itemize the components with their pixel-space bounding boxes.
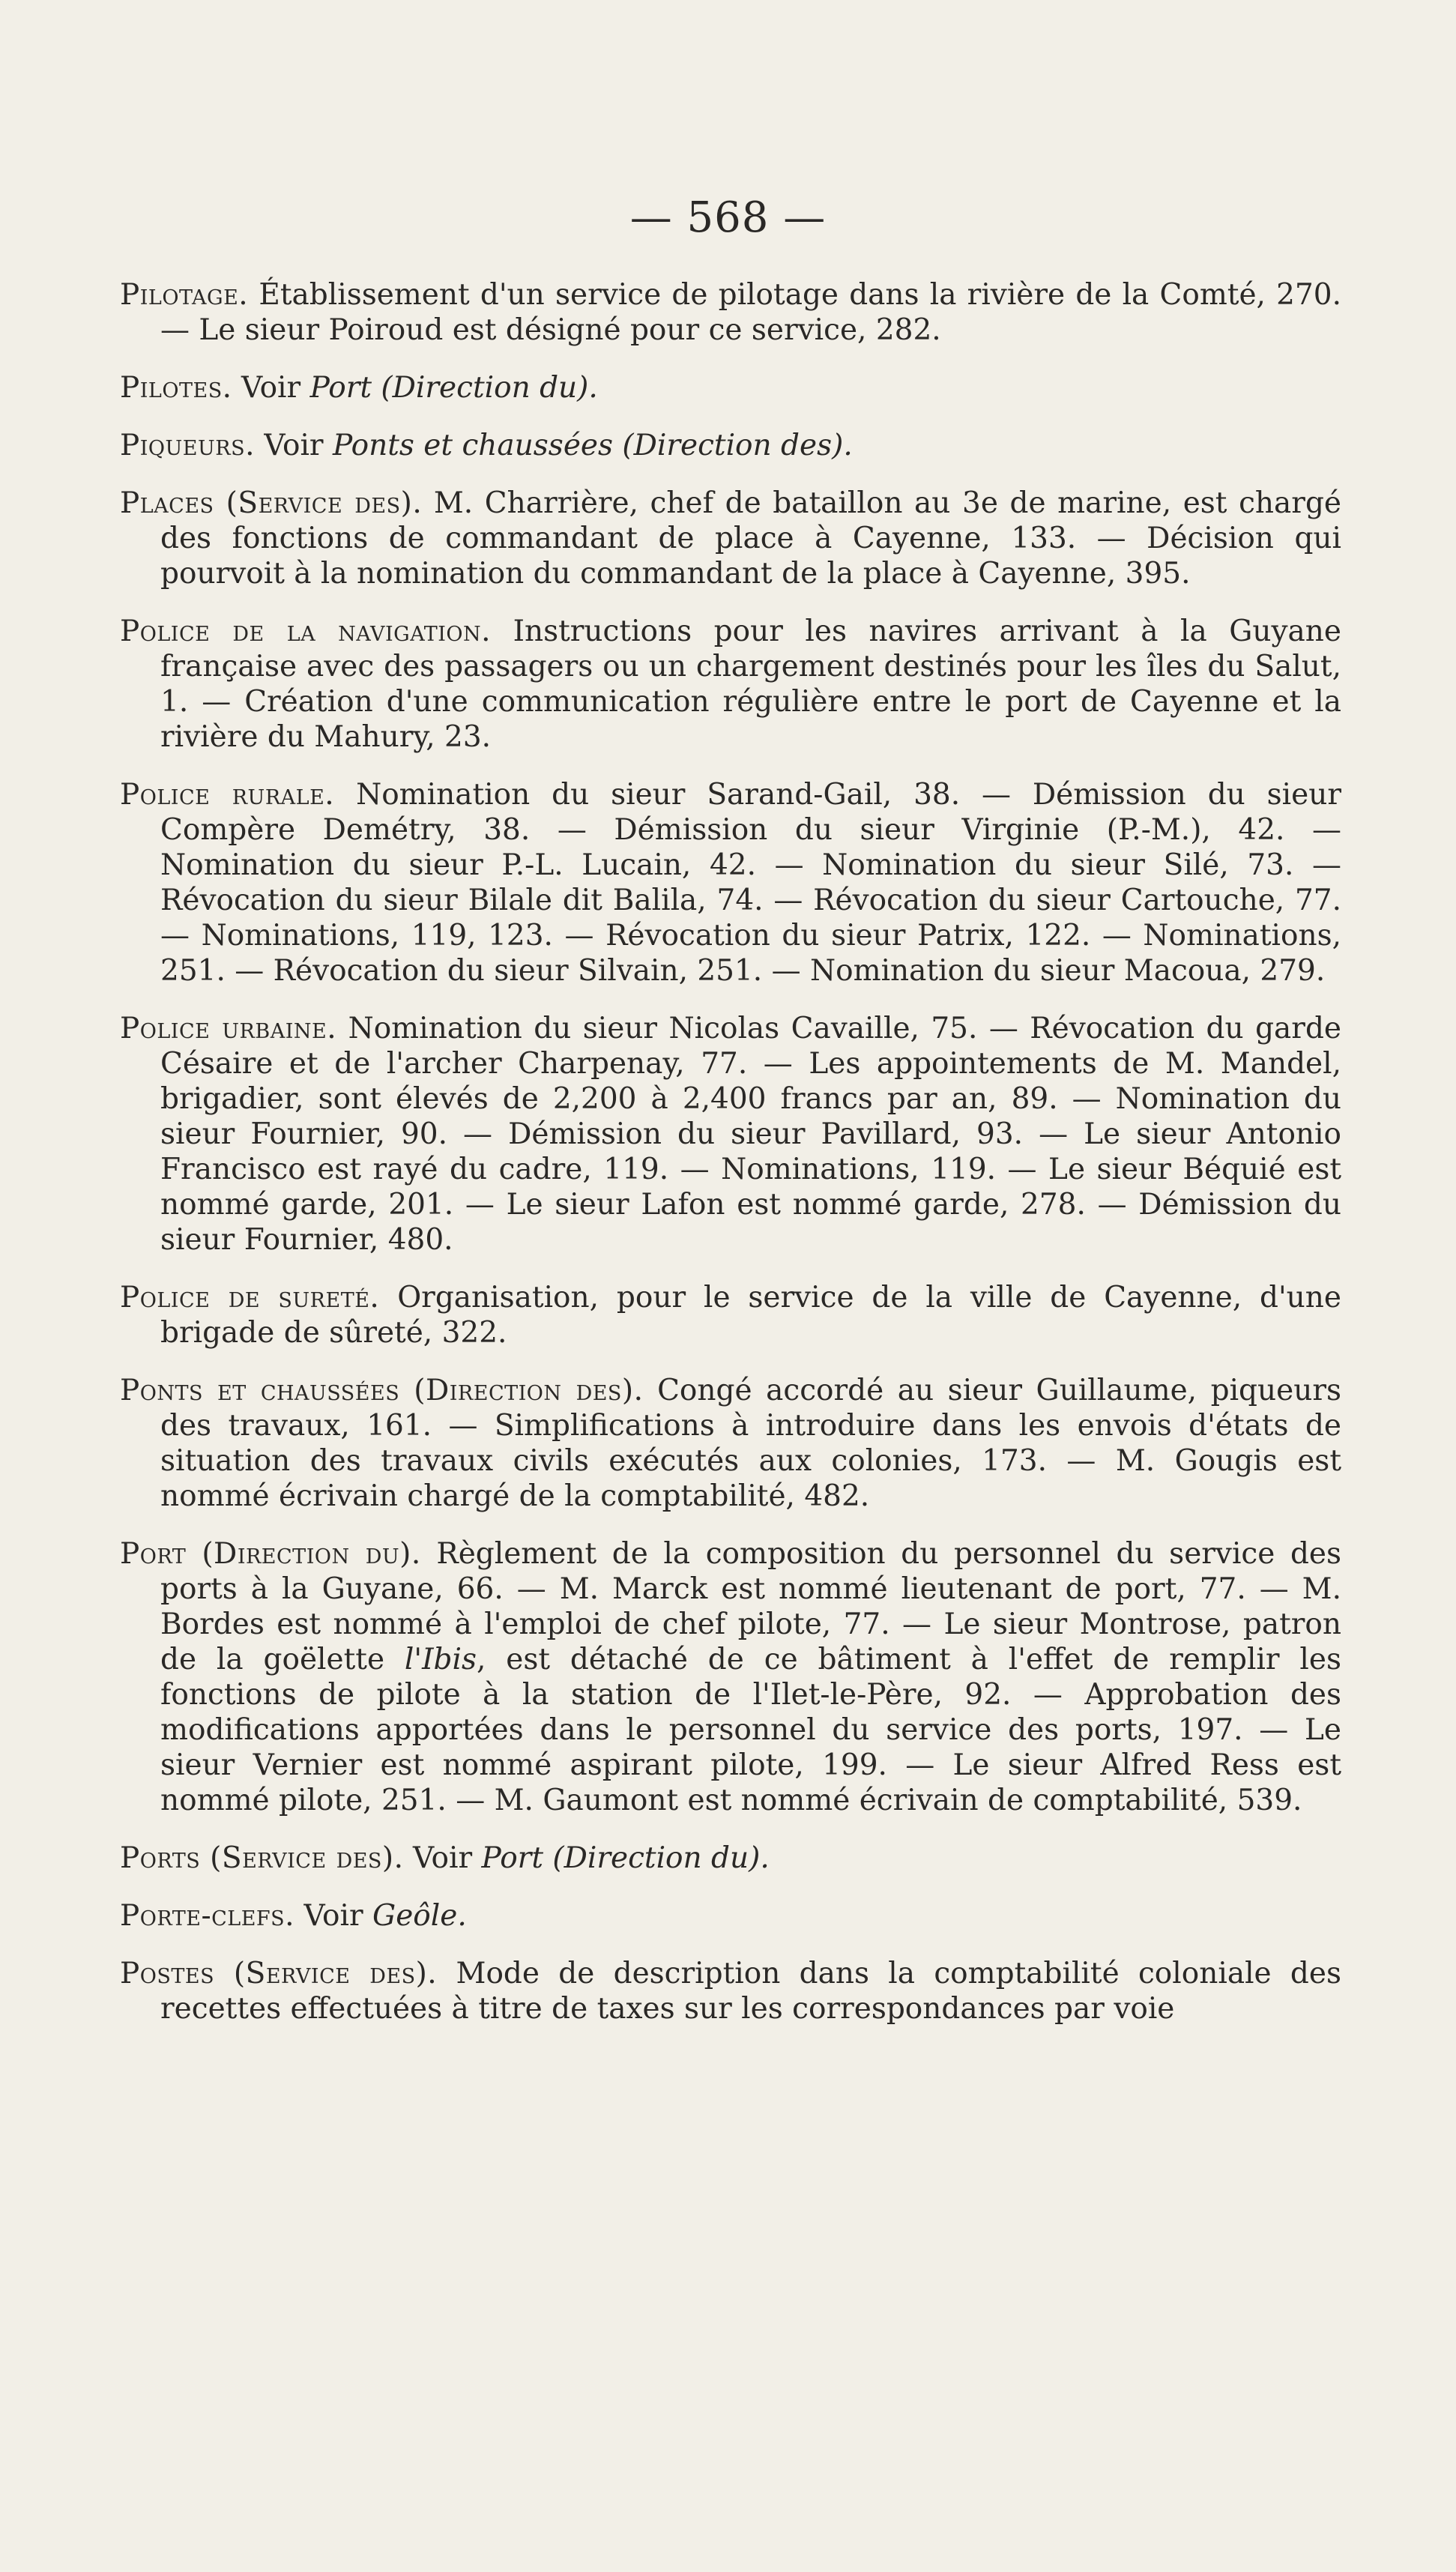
index-entry-police-rurale — [120, 777, 1341, 988]
entry-text: Nomination du sieur Nicolas Cavaille, 75. — Révocation du garde Césaire et de l'archer Charpenay, 77. — Les appointements de M. Mandel, brigadier, sont élevés de 2,200 à 2,400 francs par an, 89. — Nomination du sieur Fournier, 90. — Démission du sieur Pavillard, 93. — Le sieur Antonio Francisco est rayé du cadre, 119. — Nominations, 119. — Le sieur Béquié est nommé garde, 201. — Le sieur Lafon est nommé garde, 278. — Démission du sieur Fournier, 480. — [160, 1012, 1341, 1257]
entry-cross-reference: Port (Direction du). — [309, 371, 598, 405]
index-entry-police-urbaine — [120, 1011, 1341, 1258]
index-entry-ponts-chaussees — [120, 1373, 1341, 1514]
entry-text: Mode de description dans la comptabilité coloniale des recettes effectuées à titre de taxes sur les correspondances par voie — [160, 1957, 1341, 2026]
entry-text: M. Charrière, chef de bataillon au 3e de marine, est chargé des fonctions de commandant de place à Cayenne, 133. — Décision qui pourvoit à la nomination du commandant de la place à Cayenne, 395. — [160, 486, 1341, 591]
entry-text-tail: , est détaché de ce bâtiment à l'effet de remplir les fonctions de pilote à la station de l'Ilet-le-Père, 92. — Approbation des modifications apportées dans le personnel du service des ports, 197. — Le sieur Vernier est nommé aspirant pilote, 199. — Le sieur Alfred Ress est nommé pilote, 251. — M. Gaumont est nommé écrivain de comptabilité, 539. — [160, 1643, 1341, 1817]
entry-text: Règlement de la composition du personnel du service des ports à la Guyane, 66. — M. Marck est nommé lieutenant de port, 77. — M. Bordes est nommé à l'emploi de chef pilote, 77. — Le sieur Montrose, patron de la goëlette — [160, 1537, 1341, 1676]
entry-heading: Pilotage. — [120, 278, 249, 312]
entry-text: Nomination du sieur Sarand-Gail, 38. — Démission du sieur Compère Demétry, 38. — Démission du sieur Virginie (P.-M.), 42. — Nomination du sieur P.-L. Lucain, 42. — Nomination du sieur Silé, 73. — Révocation du sieur Bilale dit Balila, 74. — Révocation du sieur Cartouche, 77. — Nominations, 119, 123. — Révocation du sieur Patrix, 122. — Nominations, 251. — Révocation du sieur Silvain, 251. — Nomination du sieur Macoua, 279. — [160, 778, 1341, 988]
page-number: — 568 — — [629, 193, 827, 242]
entry-cross-reference: Ponts et chaussées (Direction des). — [332, 429, 853, 462]
entry-text: Voir — [232, 371, 310, 405]
entry-text: Voir — [254, 429, 333, 462]
entry-text: Organisation, pour le service de la ville de Cayenne, d'une brigade de sûreté, 322. — [160, 1281, 1341, 1350]
entry-cross-reference: Port (Direction du). — [481, 1841, 770, 1875]
entry-heading: Police de sureté. — [120, 1281, 380, 1314]
entry-heading: Postes (Service des). — [120, 1957, 438, 1990]
entry-heading: Police rurale. — [120, 778, 335, 812]
index-entry-piqueurs — [120, 428, 1341, 463]
entry-text: Instructions pour les navires arrivant à la Guyane française avec des passagers ou un chargement destinés pour les îles du Salut, 1. — Création d'une communication régulière entre le port de Cayenne et la rivière du Mahury, 23. — [160, 615, 1341, 754]
index-entries — [120, 277, 1341, 2049]
entry-ship-name: l'Ibis — [404, 1643, 477, 1676]
index-entry-police-navigation — [120, 614, 1341, 755]
entry-cross-reference: Geôle. — [372, 1899, 467, 1933]
entry-heading: Ponts et chaussées (Direction des). — [120, 1374, 644, 1407]
entry-heading: Police urbaine. — [120, 1012, 337, 1045]
index-entry-pilotes — [120, 370, 1341, 405]
index-entry-postes — [120, 1956, 1341, 2026]
entry-text: Établissement d'un service de pilotage dans la rivière de la Comté, 270. — Le sieur Poiroud est désigné pour ce service, 282. — [160, 278, 1341, 347]
index-entry-pilotage — [120, 277, 1341, 348]
entry-heading: Pilotes. — [120, 371, 232, 405]
index-entry-porte-clefs — [120, 1898, 1341, 1933]
entry-text: Congé accordé au sieur Guillaume, piqueurs des travaux, 161. — Simplifications à introduire dans les envois d'états de situation des travaux civils exécutés aux colonies, 173. — M. Gougis est nommé écrivain chargé de la comptabilité, 482. — [160, 1374, 1341, 1513]
entry-heading: Porte-clefs. — [120, 1899, 295, 1933]
entry-text: Voir — [294, 1899, 373, 1933]
index-entry-port — [120, 1536, 1341, 1818]
index-entry-places — [120, 486, 1341, 591]
index-entry-ports — [120, 1841, 1341, 1876]
entry-heading: Ports (Service des). — [120, 1841, 404, 1875]
entry-text: Voir — [403, 1841, 482, 1875]
entry-heading: Piqueurs. — [120, 429, 255, 462]
entry-heading: Places (Service des). — [120, 486, 423, 520]
entry-heading: Port (Direction du). — [120, 1537, 421, 1571]
entry-heading: Police de la navigation. — [120, 615, 492, 648]
index-entry-police-surete — [120, 1280, 1341, 1350]
